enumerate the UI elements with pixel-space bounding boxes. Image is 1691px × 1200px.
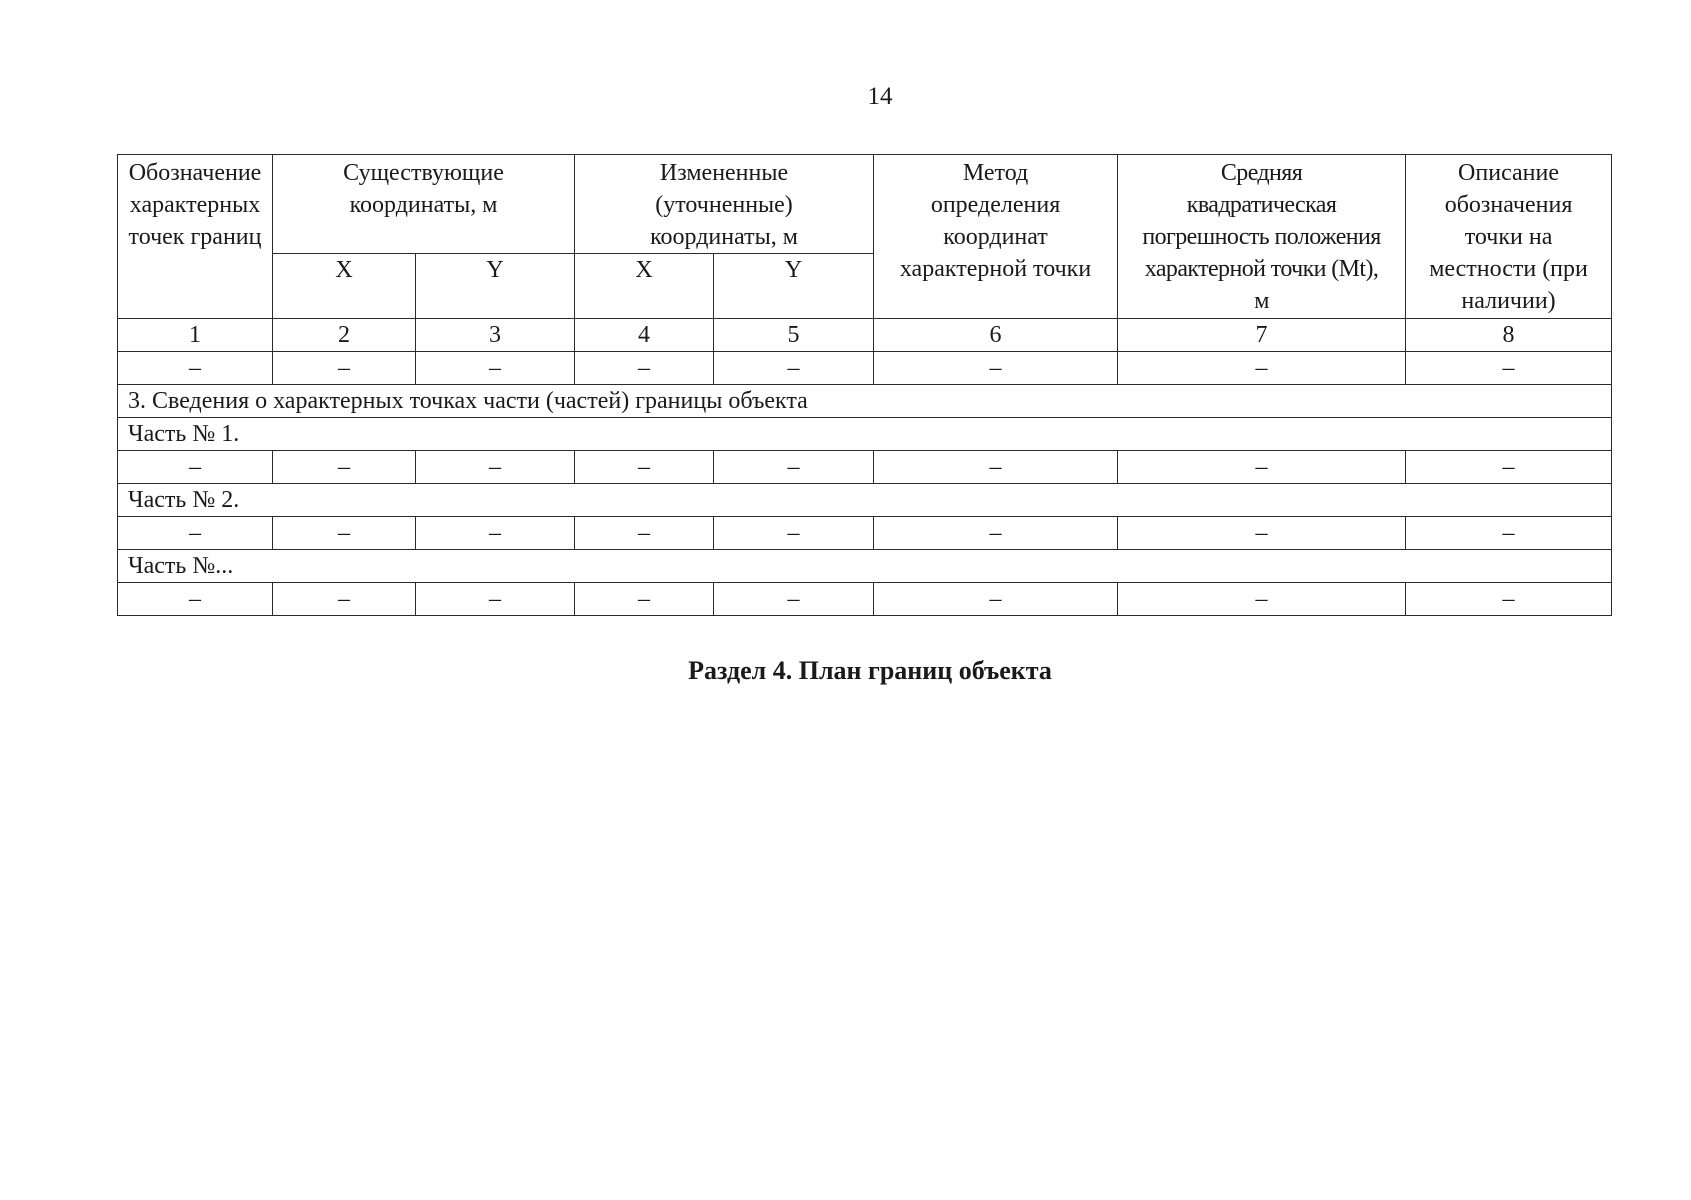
column-number: 4 [575,319,714,352]
header-changed-y: Y [714,254,874,319]
table-cell: – [575,451,714,484]
table-cell: – [714,517,874,550]
table-cell: – [1118,352,1406,385]
table-cell: – [416,352,575,385]
table-cell: – [416,517,575,550]
column-number: 3 [416,319,575,352]
table-cell: – [118,352,273,385]
boundary-points-table [117,154,1612,616]
table-row [118,451,1612,484]
table-cell: – [714,352,874,385]
table-cell: – [714,583,874,616]
table-cell: – [575,583,714,616]
part-heading: Часть №... [118,550,1612,583]
table-cell: – [273,352,416,385]
table-cell: – [118,517,273,550]
part-heading-row [118,418,1612,451]
header-mean-square-error: Средняя квадратическая погрешность положения характерной точки (Mt), м [1118,155,1406,319]
column-number: 7 [1118,319,1406,352]
header-changed-x: X [575,254,714,319]
section-heading-row [118,385,1612,418]
table-cell: – [1406,517,1612,550]
column-number: 8 [1406,319,1612,352]
header-existing-x: X [273,254,416,319]
table-cell: – [1406,352,1612,385]
header-method: Метод определения координат характерной точки [874,155,1118,319]
table-row [118,583,1612,616]
section-heading: 3. Сведения о характерных точках части (частей) границы объекта [118,385,1612,418]
page-number: 14 [867,83,893,110]
header-changed-coordinates: Измененные (уточненные) координаты, м [575,155,874,254]
table-row [118,517,1612,550]
table-cell: – [416,583,575,616]
header-existing-y: Y [416,254,575,319]
table-cell: – [118,451,273,484]
part-heading-row [118,484,1612,517]
column-numbers-row [118,319,1612,352]
table-cell: – [874,451,1118,484]
table-cell: – [1118,583,1406,616]
table-cell: – [575,517,714,550]
table-header-row [118,155,1612,254]
table-cell: – [118,583,273,616]
section-title: Раздел 4. План границ объекта [688,656,1052,685]
part-heading: Часть № 1. [118,418,1612,451]
table-cell: – [575,352,714,385]
table-cell: – [1118,451,1406,484]
part-heading-row [118,550,1612,583]
table-cell: – [874,583,1118,616]
table-cell: – [1118,517,1406,550]
column-number: 2 [273,319,416,352]
column-number: 5 [714,319,874,352]
table-cell: – [416,451,575,484]
column-number: 1 [118,319,273,352]
table-cell: – [273,451,416,484]
header-existing-coordinates: Существующие координаты, м [273,155,575,254]
header-description: Описание обозначения точки на местности (при наличии) [1406,155,1612,319]
table-cell: – [273,583,416,616]
table-row [118,352,1612,385]
table-cell: – [874,352,1118,385]
header-point-designation: Обозначение характерных точек границ [118,155,273,319]
part-heading: Часть № 2. [118,484,1612,517]
table-cell: – [714,451,874,484]
table-cell: – [273,517,416,550]
table-cell: – [1406,451,1612,484]
table-cell: – [1406,583,1612,616]
column-number: 6 [874,319,1118,352]
table-cell: – [874,517,1118,550]
